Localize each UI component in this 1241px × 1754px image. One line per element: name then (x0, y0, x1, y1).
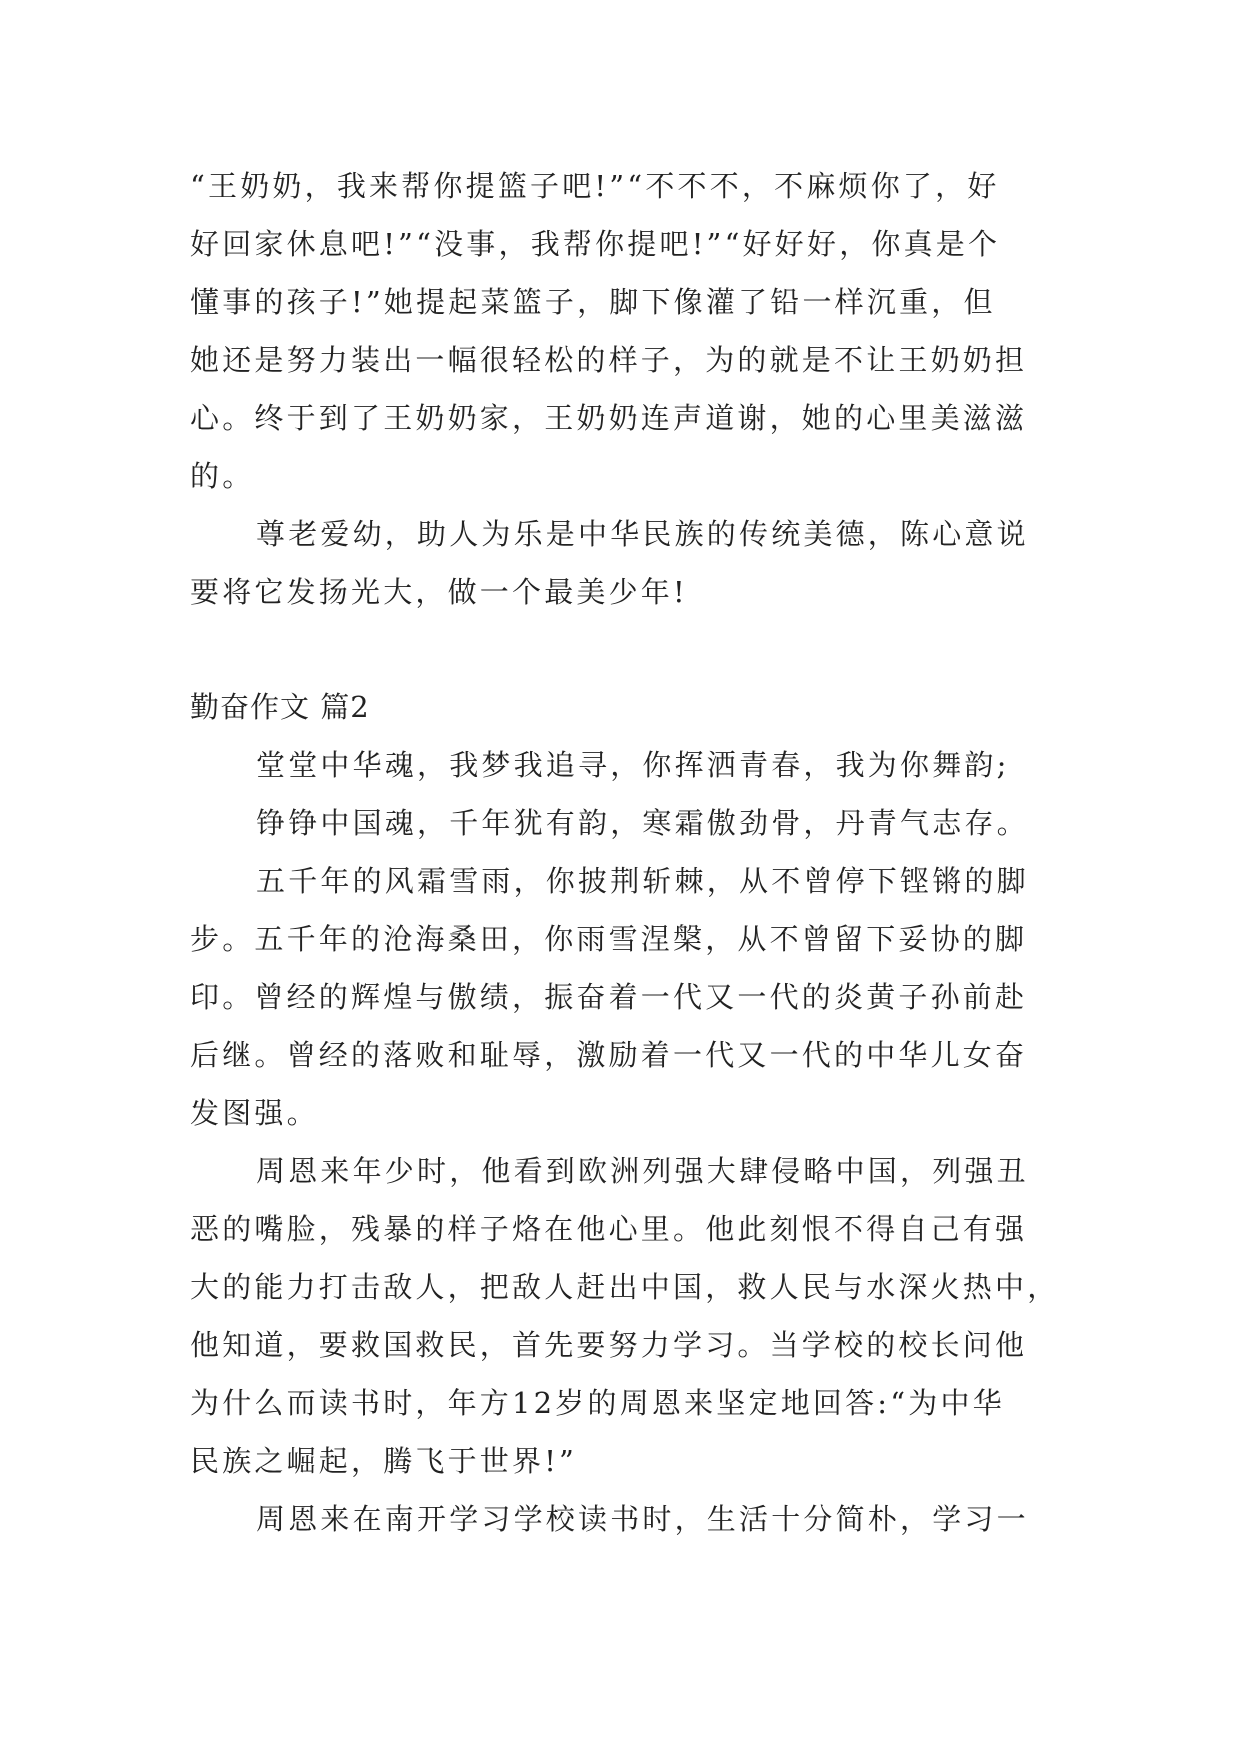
text-line: 步。五千年的沧海桑田，你雨雪涅槃，从不曾留下妥协的脚 (190, 922, 1028, 956)
text-line: “王奶奶，我来帮你提篮子吧!”“不不不，不麻烦你了，好 (190, 169, 1000, 203)
text-line: 后继。曾经的落败和耻辱，激励着一代又一代的中华儿女奋 (190, 1038, 1028, 1072)
text-line: 民族之崛起，腾飞于世界!” (190, 1444, 578, 1478)
text-line: 尊老爱幼，助人为乐是中华民族的传统美德，陈心意说 (256, 517, 1029, 551)
text-line: 发图强。 (190, 1096, 319, 1130)
text-line: 五千年的风霜雪雨，你披荆斩棘，从不曾停下铿锵的脚 (256, 864, 1029, 898)
text-line: 她还是努力装出一幅很轻松的样子，为的就是不让王奶奶担 (190, 343, 1028, 377)
text-line: 恶的嘴脸，残暴的样子烙在他心里。他此刻恨不得自己有强 (190, 1212, 1028, 1246)
text-line: 周恩来在南开学习学校读书时，生活十分简朴，学习一 (256, 1502, 1029, 1536)
text-line: 好回家休息吧!”“没事，我帮你提吧!”“好好好，你真是个 (190, 227, 1001, 261)
section-heading: 勤奋作文 篇2 (190, 690, 370, 724)
poem-line: 铮铮中国魂，千年犹有韵，寒霜傲劲骨，丹青气志存。 (256, 806, 1029, 840)
text-line: 印。曾经的辉煌与傲绩，振奋着一代又一代的炎黄子孙前赴 (190, 980, 1028, 1014)
text-line: 为什么而读书时，年方12岁的周恩来坚定地回答:“为中华 (190, 1386, 1005, 1420)
text-line: 懂事的孩子!”她提起菜篮子，脚下像灌了铅一样沉重，但 (190, 285, 996, 319)
text-line: 的。 (190, 459, 255, 493)
text-line: 周恩来年少时，他看到欧洲列强大肆侵略中国，列强丑 (256, 1154, 1029, 1188)
poem-line: 堂堂中华魂，我梦我追寻，你挥洒青春，我为你舞韵; (256, 748, 1010, 782)
text-line: 大的能力打击敌人，把敌人赶出中国，救人民与水深火热中， (190, 1270, 1060, 1304)
text-line: 心。终于到了王奶奶家，王奶奶连声道谢，她的心里美滋滋 (190, 401, 1028, 435)
text-line: 他知道，要救国救民，首先要努力学习。当学校的校长问他 (190, 1328, 1028, 1362)
text-line: 要将它发扬光大，做一个最美少年! (190, 575, 688, 609)
